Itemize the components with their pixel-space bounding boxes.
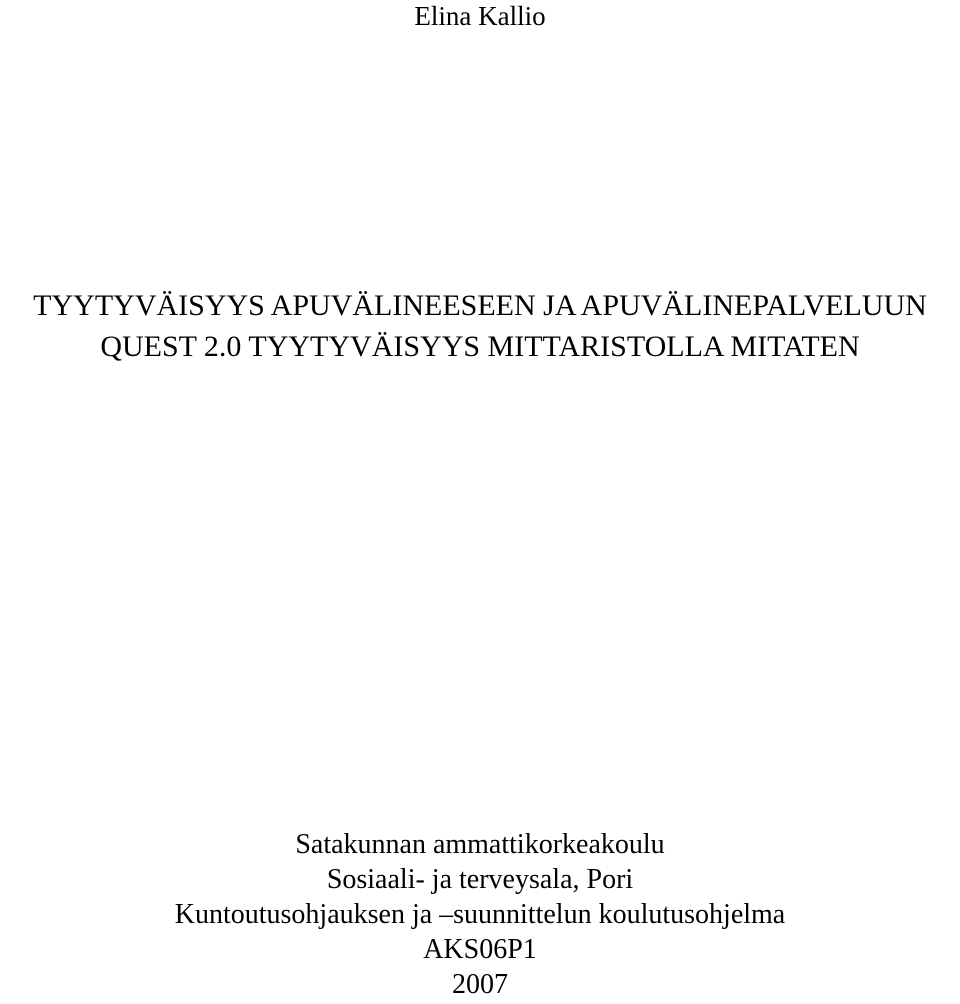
degree-programme: Kuntoutusohjauksen ja –suunnittelun koulutusohjelma <box>174 899 786 930</box>
department-name: Sosiaali- ja terveysala, Pori <box>326 864 634 895</box>
institution-name: Satakunnan ammattikorkeakoulu <box>295 829 665 860</box>
title-line-2: QUEST 2.0 TYYTYVÄISYYS MITTARISTOLLA MITATEN <box>100 330 860 363</box>
document-title <box>0 285 960 367</box>
author-name: Elina Kallio <box>414 1 546 31</box>
group-code: AKS06P1 <box>423 934 537 965</box>
title-line-1: TYYTYVÄISYYS APUVÄLINEESEEN JA APUVÄLINEPALVELUUN <box>33 289 927 322</box>
publication-year: 2007 <box>452 969 508 1000</box>
title-page-footer <box>0 827 960 1002</box>
